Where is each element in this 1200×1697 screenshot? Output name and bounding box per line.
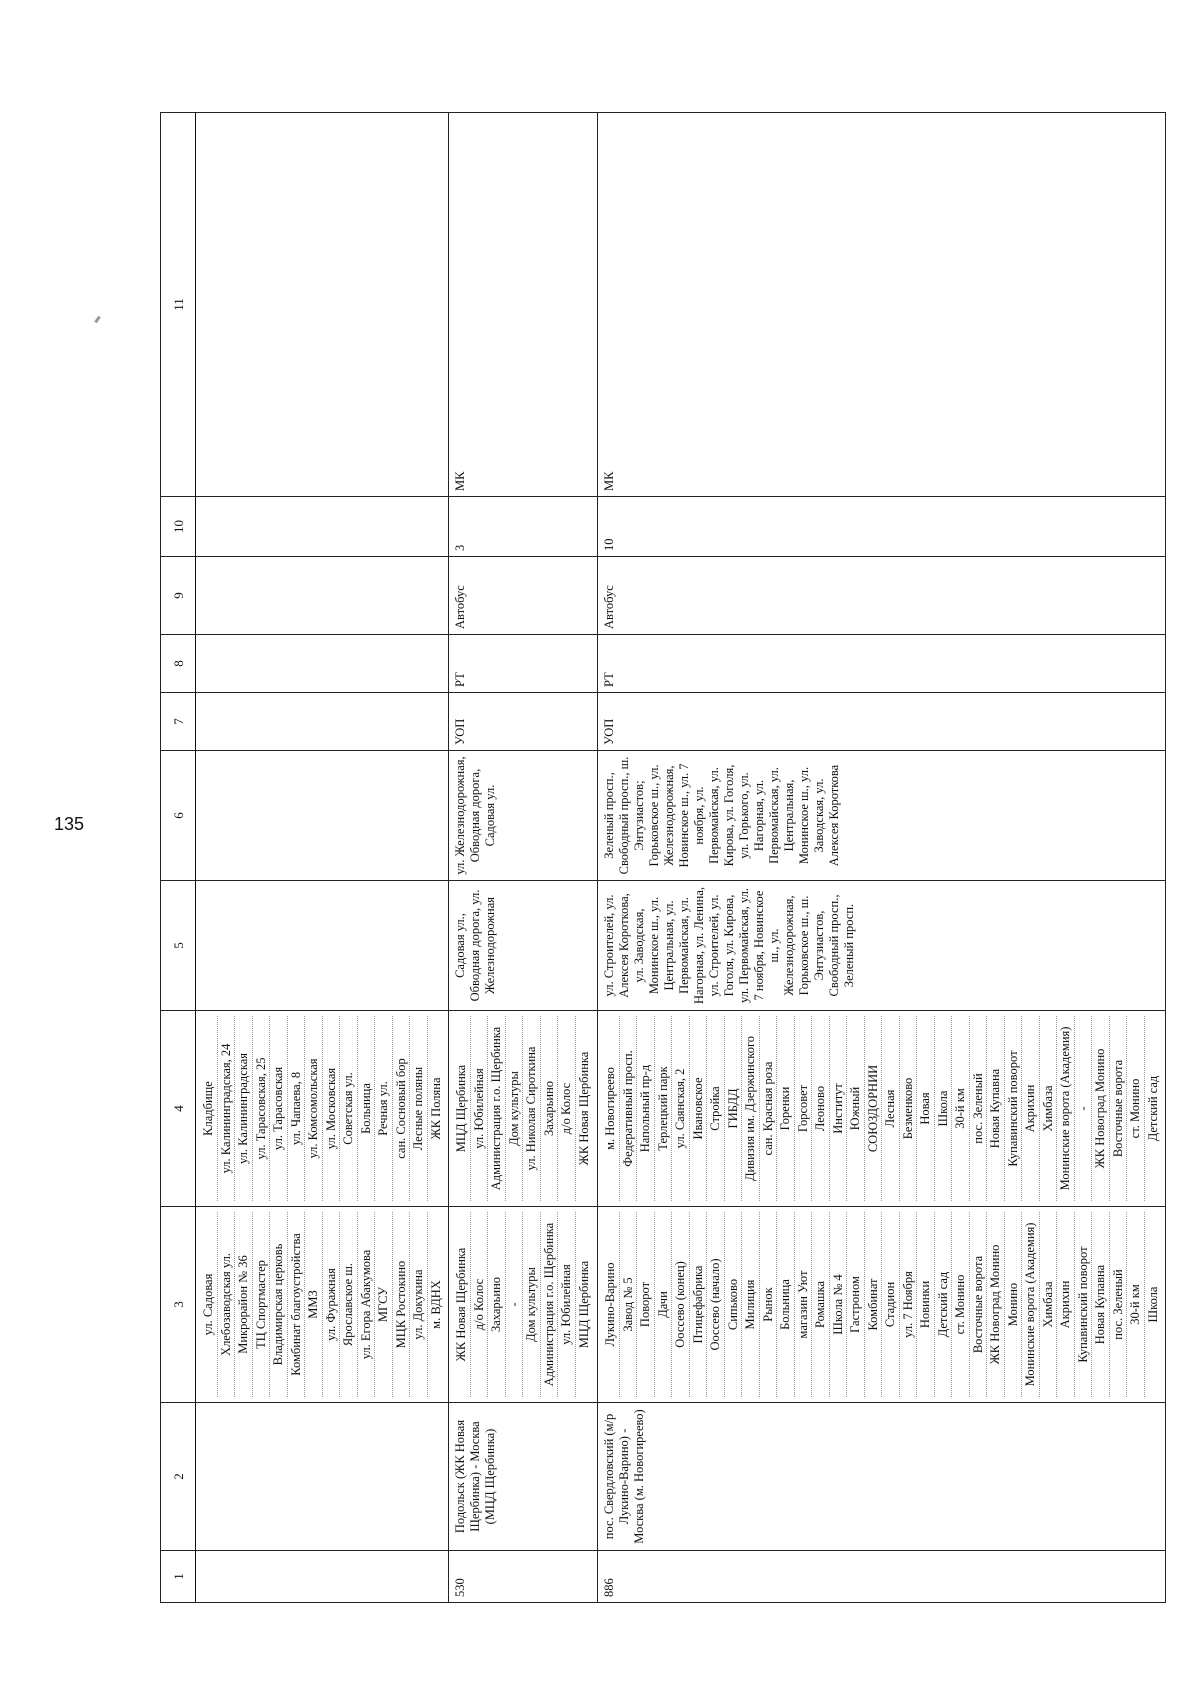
route-name: Подольск (ЖК Новая Щербинка) - Москва (МЦД Щербинка): [449, 1403, 598, 1551]
list-item: ММЗ: [305, 1212, 323, 1397]
streets-forward: ул. Строителей, ул. Алексея Короткова, ул. Заводская, Монинское ш., ул. Центральная, ул. Первомайская, ул. Нагорная, ул. Ленина, ул. Строителей, ул. Гоголя, ул. Кирова, ул. Первомайская, ул. 7 ноября, Новинское ш., ул. Железнодорожная, Горьковское ш., ш. Энтузиастов, Свободный просп., Зеленый просп.: [598, 881, 1166, 1011]
list-item: ст. Монино: [952, 1212, 970, 1397]
list-item: ЖК Новоград Монино: [1092, 1016, 1110, 1201]
vehicle-class: РТ: [598, 635, 1166, 693]
list-item: ул. Комсомольская: [305, 1016, 323, 1201]
vehicle-type: [196, 557, 449, 635]
header-col-9: 9: [161, 557, 196, 635]
list-item: Новинки: [917, 1212, 935, 1397]
list-item: ул. 7 Ноября: [900, 1212, 918, 1397]
list-item: Дивизия им. Дзержинского: [742, 1016, 760, 1201]
list-item: Купавинский поворот: [1075, 1212, 1093, 1397]
streets-forward: Садовая ул., Обводная дорога, ул. Железнодорожная: [449, 881, 598, 1011]
list-item: Ромашка: [812, 1212, 830, 1397]
list-item: Напольный пр-д: [637, 1016, 655, 1201]
list-item: Захарьино: [541, 1016, 559, 1201]
list-item: м. ВДНХ: [428, 1280, 443, 1329]
list-item: сан. Красная роза: [760, 1016, 778, 1201]
stops-backward: [598, 1011, 1166, 1207]
list-item: Речная ул.: [375, 1016, 393, 1201]
list-item: Администрация г.о. Щербинка: [541, 1212, 559, 1397]
stop-list: [200, 1212, 444, 1397]
list-item: Монинские ворота (Академия): [1057, 1016, 1075, 1201]
eco-class: МК: [598, 113, 1166, 497]
list-item: ул. Московская: [323, 1016, 341, 1201]
list-item: Стадион: [882, 1212, 900, 1397]
list-item: МГСУ: [375, 1212, 393, 1397]
list-item: Советская ул.: [340, 1016, 358, 1201]
list-item: Горсовет: [795, 1016, 813, 1201]
service-order: УОП: [449, 693, 598, 751]
list-item: ул. Калининградская: [235, 1016, 253, 1201]
stop-list: [453, 1016, 592, 1201]
list-item: 30-й км: [952, 1016, 970, 1201]
list-item: Завод № 5: [620, 1212, 638, 1397]
list-item: Школа: [935, 1016, 953, 1201]
list-item: Лукино-Варино: [602, 1212, 620, 1397]
list-item: Южный: [847, 1016, 865, 1201]
list-item: Ярославское ш.: [340, 1212, 358, 1397]
eco-class: [196, 113, 449, 497]
list-item: Горенки: [777, 1016, 795, 1201]
table-row: [196, 113, 449, 1603]
list-item: ул. Егора Абакумова: [358, 1212, 376, 1397]
list-item: пос. Зеленый: [970, 1016, 988, 1201]
list-item: Безменково: [900, 1016, 918, 1201]
header-col-1: 1: [161, 1551, 196, 1603]
list-item: магазин Уют: [795, 1212, 813, 1397]
route-number: [196, 1551, 449, 1603]
list-item: Комбинат: [865, 1212, 883, 1397]
header-col-3: 3: [161, 1207, 196, 1403]
list-item: ул. Николая Сироткина: [523, 1016, 541, 1201]
list-item: ст. Монино: [1127, 1016, 1145, 1201]
list-item: МЦД Щербинка: [576, 1260, 591, 1349]
vehicle-type: Автобус: [598, 557, 1166, 635]
list-item: Купавинский поворот: [1005, 1016, 1023, 1201]
route-name: [196, 1403, 449, 1551]
stop-list: [602, 1016, 1161, 1201]
list-item: Лесная: [882, 1016, 900, 1201]
list-item: Микрорайон № 36: [235, 1212, 253, 1397]
list-item: ул. Калининградская, 24: [218, 1016, 236, 1201]
list-item: Ооссево (начало): [707, 1212, 725, 1397]
table-row: [449, 113, 598, 1603]
list-item: Больница: [358, 1016, 376, 1201]
header-col-11: 11: [161, 113, 196, 497]
list-item: ул. Чапаева, 8: [288, 1016, 306, 1201]
list-item: Леоново: [812, 1016, 830, 1201]
list-item: Захарьино: [488, 1212, 506, 1397]
list-item: Акрихин: [1022, 1016, 1040, 1201]
stop-list: [200, 1016, 444, 1201]
list-item: Химбаза: [1040, 1212, 1058, 1397]
header-row: [161, 113, 196, 1603]
list-item: Поворот: [637, 1212, 655, 1397]
list-item: Терлецкий парк: [655, 1016, 673, 1201]
header-col-7: 7: [161, 693, 196, 751]
list-item: Детский сад: [935, 1212, 953, 1397]
header-col-4: 4: [161, 1011, 196, 1207]
table-body: [196, 113, 1166, 1603]
list-item: Восточные ворота: [1110, 1016, 1128, 1201]
route-number: 886: [598, 1551, 1166, 1603]
list-item: Монино: [1005, 1212, 1023, 1397]
list-item: Сипьково: [725, 1212, 743, 1397]
list-item: Гастроном: [847, 1212, 865, 1397]
list-item: ЖК Поляна: [428, 1077, 443, 1140]
list-item: Ивановское: [690, 1016, 708, 1201]
list-item: 30-й км: [1127, 1212, 1145, 1397]
list-item: Восточные ворота: [970, 1212, 988, 1397]
header-col-5: 5: [161, 881, 196, 1011]
list-item: ГИБДД: [725, 1016, 743, 1201]
list-item: Милиция: [742, 1212, 760, 1397]
list-item: Дом культуры: [523, 1212, 541, 1397]
service-order: УОП: [598, 693, 1166, 751]
vehicle-class: [196, 635, 449, 693]
table-row: [598, 113, 1166, 1603]
stop-list: [453, 1212, 592, 1397]
list-item: Лесные поляны: [410, 1016, 428, 1201]
list-item: Администрация г.о. Щербинка: [488, 1016, 506, 1201]
vehicle-count: 3: [449, 497, 598, 557]
list-item: -: [1075, 1016, 1093, 1201]
list-item: ул. Садовая: [200, 1212, 218, 1397]
streets-forward: [196, 881, 449, 1011]
list-item: ЖК Новая Щербинка: [576, 1051, 591, 1166]
list-item: Химбаза: [1040, 1016, 1058, 1201]
list-item: Новая Купавна: [987, 1016, 1005, 1201]
scan-artifact: [94, 316, 100, 323]
list-item: Детский сад: [1145, 1075, 1160, 1142]
header-col-8: 8: [161, 635, 196, 693]
streets-backward: Зеленый просп., Свободный просп., ш. Энтузиастов; Горьковское ш., ул. Железнодорожная, Новинское ш., ул. 7 ноября, ул. Первомайская, ул. Кирова, ул. Гоголя, ул. Горького, ул. Нагорная, ул. Первомайская, ул. Центральная, Монинское ш., ул. Заводская, ул. Алексея Короткова: [598, 751, 1166, 881]
list-item: СОЮЗДОРНИИ: [865, 1016, 883, 1201]
header-col-2: 2: [161, 1403, 196, 1551]
vehicle-count: 10: [598, 497, 1166, 557]
vehicle-count: [196, 497, 449, 557]
streets-backward: ул. Железнодорожная, Обводная дорога, Садовая ул.: [449, 751, 598, 881]
list-item: Дачи: [655, 1212, 673, 1397]
list-item: ул. Юбилейная: [558, 1212, 576, 1397]
list-item: Акрихин: [1057, 1212, 1075, 1397]
route-name: пос. Свердловский (м/р Лукино-Варино) - Москва (м. Новогиреево): [598, 1403, 1166, 1551]
rotated-table-wrapper: [160, 113, 1160, 1603]
list-item: Федеративный просп.: [620, 1016, 638, 1201]
header-col-10: 10: [161, 497, 196, 557]
list-item: ул. Саянская, 2: [672, 1016, 690, 1201]
streets-backward: [196, 751, 449, 881]
list-item: Птицефабрика: [690, 1212, 708, 1397]
list-item: м. Новогиреево: [602, 1016, 620, 1201]
list-item: д/о Колос: [471, 1212, 489, 1397]
list-item: ул. Тарасовская: [270, 1016, 288, 1201]
list-item: Институт: [830, 1016, 848, 1201]
list-item: Комбинат благоустройства: [288, 1212, 306, 1397]
list-item: д/о Колос: [558, 1016, 576, 1201]
stops-forward: [449, 1207, 598, 1403]
list-item: ул. Юбилейная: [471, 1016, 489, 1201]
list-item: МЦК Ростокино: [393, 1212, 411, 1397]
stops-backward: [449, 1011, 598, 1207]
list-item: Кладбище: [200, 1016, 218, 1201]
stops-backward: [196, 1011, 449, 1207]
list-item: ТЦ Спортмастер: [253, 1212, 271, 1397]
list-item: Стройка: [707, 1016, 725, 1201]
list-item: Рынок: [760, 1212, 778, 1397]
list-item: ЖК Новоград Монино: [987, 1212, 1005, 1397]
eco-class: МК: [449, 113, 598, 497]
list-item: ЖК Новая Щербинка: [453, 1212, 471, 1397]
list-item: Монинские ворота (Академия): [1022, 1212, 1040, 1397]
route-number: 530: [449, 1551, 598, 1603]
list-item: Владимирская церковь: [270, 1212, 288, 1397]
routes-table: [160, 112, 1166, 1603]
service-order: [196, 693, 449, 751]
list-item: ул. Фуражная: [323, 1212, 341, 1397]
list-item: Школа № 4: [830, 1212, 848, 1397]
vehicle-class: РТ: [449, 635, 598, 693]
list-item: ул. Тарасовская, 25: [253, 1016, 271, 1201]
stops-forward: [598, 1207, 1166, 1403]
list-item: Хлебозаводская ул.: [218, 1212, 236, 1397]
list-item: пос. Зеленый: [1110, 1212, 1128, 1397]
list-item: -: [506, 1212, 524, 1397]
page-number: 135: [53, 814, 85, 834]
list-item: Новая: [917, 1016, 935, 1201]
list-item: ул. Докукина: [410, 1212, 428, 1397]
list-item: Школа: [1145, 1286, 1160, 1323]
list-item: сан. Сосновый бор: [393, 1016, 411, 1201]
stop-list: [602, 1212, 1161, 1397]
list-item: Дом культуры: [506, 1016, 524, 1201]
list-item: Ооссево (конец): [672, 1212, 690, 1397]
header-col-6: 6: [161, 751, 196, 881]
list-item: МЦД Щербинка: [453, 1016, 471, 1201]
vehicle-type: Автобус: [449, 557, 598, 635]
list-item: Больница: [777, 1212, 795, 1397]
list-item: Новая Купавна: [1092, 1212, 1110, 1397]
stops-forward: [196, 1207, 449, 1403]
